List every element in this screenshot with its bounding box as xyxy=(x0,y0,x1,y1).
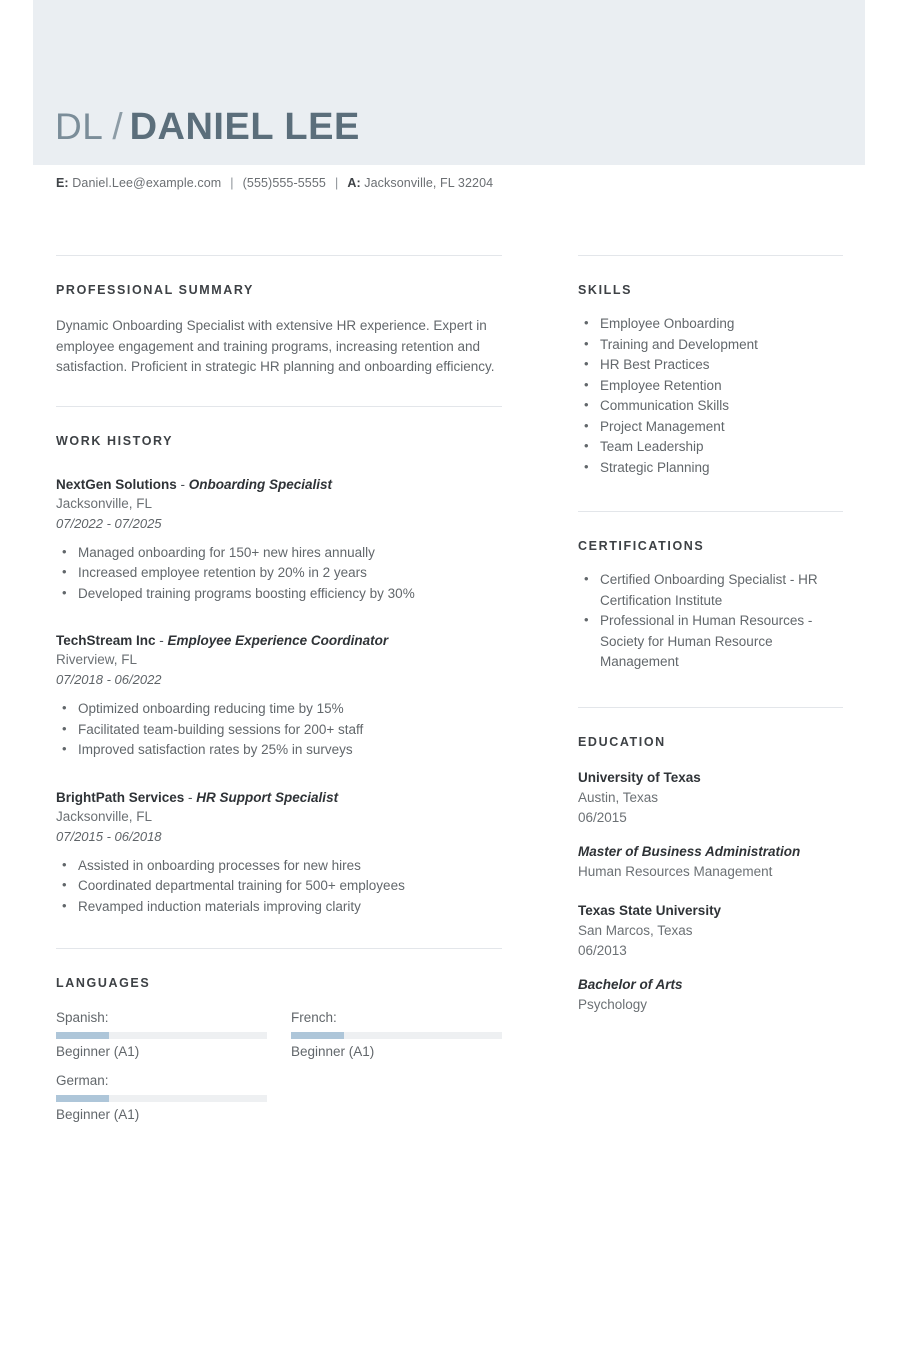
job-location: Riverview, FL xyxy=(56,652,138,667)
skill-item: • Communication Skills xyxy=(578,396,843,417)
section-languages xyxy=(56,948,502,1134)
divider-certifications xyxy=(578,511,843,512)
language-item xyxy=(56,1008,267,1062)
contact-separator-1: | xyxy=(230,176,234,190)
divider-education xyxy=(578,707,843,708)
job-company: TechStream Inc xyxy=(56,633,156,648)
language-name: Spanish: xyxy=(56,1010,109,1025)
skill-item: • Training and Development xyxy=(578,335,843,356)
job-bullets xyxy=(56,856,502,918)
language-item xyxy=(291,1008,502,1062)
job-bullet: • Coordinated departmental training for 500+ employees xyxy=(56,876,502,897)
language-name: German: xyxy=(56,1073,109,1088)
job-bullets xyxy=(56,543,502,605)
education-location: Austin, Texas xyxy=(578,789,659,805)
job-entry xyxy=(56,631,502,761)
education-field: Psychology xyxy=(578,996,648,1012)
job-location: Jacksonville, FL xyxy=(56,495,153,511)
language-bar-track xyxy=(56,1095,267,1102)
education-school: University of Texas xyxy=(578,769,701,785)
education-degree: Master of Business Administration xyxy=(578,843,801,859)
education-field: Human Resources Management xyxy=(578,863,773,879)
job-bullets xyxy=(56,699,502,761)
job-bullet: • Facilitated team-building sessions for 200+ staff xyxy=(56,720,502,741)
work-history-heading: WORK HISTORY xyxy=(56,433,174,448)
summary-heading: PROFESSIONAL SUMMARY xyxy=(56,283,254,297)
section-work-history xyxy=(56,406,502,918)
divider-languages xyxy=(56,948,502,949)
certifications-list xyxy=(578,570,843,673)
header-banner xyxy=(33,0,865,165)
name-heading xyxy=(55,108,360,146)
left-column xyxy=(56,255,502,1134)
job-dates: 07/2022 - 07/2025 xyxy=(56,515,162,531)
job-entry xyxy=(56,788,502,918)
job-role: Onboarding Specialist xyxy=(188,476,333,492)
phone-value[interactable]: (555)555-5555 xyxy=(242,176,326,190)
skill-item: • Employee Onboarding xyxy=(578,314,843,335)
job-title-line xyxy=(56,788,502,807)
skills-list xyxy=(578,314,843,478)
job-title-line xyxy=(56,475,502,494)
address-value: Jacksonville, FL 32204 xyxy=(364,176,494,190)
language-level: Beginner (A1) xyxy=(291,1044,375,1059)
language-name: French: xyxy=(291,1010,337,1025)
skill-item: • Team Leadership xyxy=(578,437,843,458)
education-school: Texas State University xyxy=(578,902,722,918)
education-date: 06/2013 xyxy=(578,942,627,958)
certification-item: • Professional in Human Resources - Society for Human Resource Management xyxy=(578,611,843,673)
language-level: Beginner (A1) xyxy=(56,1044,140,1059)
job-entry xyxy=(56,475,502,605)
divider-summary xyxy=(56,255,502,256)
contact-separator-2: | xyxy=(334,176,339,190)
section-education xyxy=(578,707,843,1015)
job-company: NextGen Solutions xyxy=(56,476,177,492)
skill-item: • Employee Retention xyxy=(578,376,843,397)
job-bullet: • Improved satisfaction rates by 25% in surveys xyxy=(56,740,502,761)
name-separator: / xyxy=(112,106,123,147)
job-bullet: • Revamped induction materials improving clarity xyxy=(56,897,502,918)
job-role: HR Support Specialist xyxy=(196,789,339,805)
section-skills xyxy=(578,255,843,478)
certification-item: • Certified Onboarding Specialist - HR Certification Institute xyxy=(578,570,843,611)
language-item xyxy=(56,1071,267,1125)
skills-heading: SKILLS xyxy=(578,283,633,297)
languages-heading: LANGUAGES xyxy=(56,976,151,990)
initials-monogram: DL xyxy=(55,106,104,147)
job-company: BrightPath Services xyxy=(56,789,185,805)
language-bar-track xyxy=(56,1032,267,1039)
education-entry xyxy=(578,901,843,1015)
section-professional-summary xyxy=(56,255,502,378)
skill-item: • Project Management xyxy=(578,417,843,438)
job-bullet: • Optimized onboarding reducing time by 15% xyxy=(56,699,502,720)
languages-grid xyxy=(56,1008,502,1134)
job-dates: 07/2015 - 06/2018 xyxy=(56,828,162,844)
language-bar-fill xyxy=(56,1095,109,1102)
job-title-line xyxy=(56,631,502,650)
divider-work-history xyxy=(56,406,502,407)
address-label: A: xyxy=(347,176,361,190)
job-bullet: • Developed training programs boosting efficiency by 30% xyxy=(56,584,502,605)
job-role: Employee Experience Coordinator xyxy=(167,633,389,648)
job-bullet: • Managed onboarding for 150+ new hires annually xyxy=(56,543,502,564)
skill-item: • HR Best Practices xyxy=(578,355,843,376)
email-label: E: xyxy=(56,176,69,190)
language-bar-fill xyxy=(291,1032,344,1039)
summary-text: Dynamic Onboarding Specialist with extensive HR experience. Expert in employee engagement and training programs, increasing retention and satisfaction. Proficient in strategic HR planning and onboarding efficiency. xyxy=(56,318,495,374)
job-dash: - xyxy=(176,476,189,492)
certifications-heading: CERTIFICATIONS xyxy=(578,539,705,553)
language-bar-fill xyxy=(56,1032,109,1039)
education-location: San Marcos, Texas xyxy=(578,922,693,938)
right-column xyxy=(578,255,843,1015)
language-level: Beginner (A1) xyxy=(56,1107,140,1122)
education-degree: Bachelor of Arts xyxy=(578,976,683,992)
job-location: Jacksonville, FL xyxy=(56,808,153,824)
job-bullet: • Increased employee retention by 20% in 2 years xyxy=(56,563,502,584)
email-value[interactable]: Daniel.Lee@example.com xyxy=(72,176,222,190)
contact-line xyxy=(56,176,493,190)
education-date: 06/2015 xyxy=(578,809,627,825)
skill-item: • Strategic Planning xyxy=(578,458,843,479)
job-dates: 07/2018 - 06/2022 xyxy=(56,672,162,687)
job-dash: - xyxy=(184,789,197,805)
divider-skills xyxy=(578,255,843,256)
section-certifications xyxy=(578,511,843,673)
job-bullet: • Assisted in onboarding processes for new hires xyxy=(56,856,502,877)
full-name: DANIEL LEE xyxy=(129,106,360,148)
education-entry xyxy=(578,768,843,882)
education-heading: EDUCATION xyxy=(578,734,666,749)
language-bar-track xyxy=(291,1032,502,1039)
job-dash: - xyxy=(155,633,168,648)
